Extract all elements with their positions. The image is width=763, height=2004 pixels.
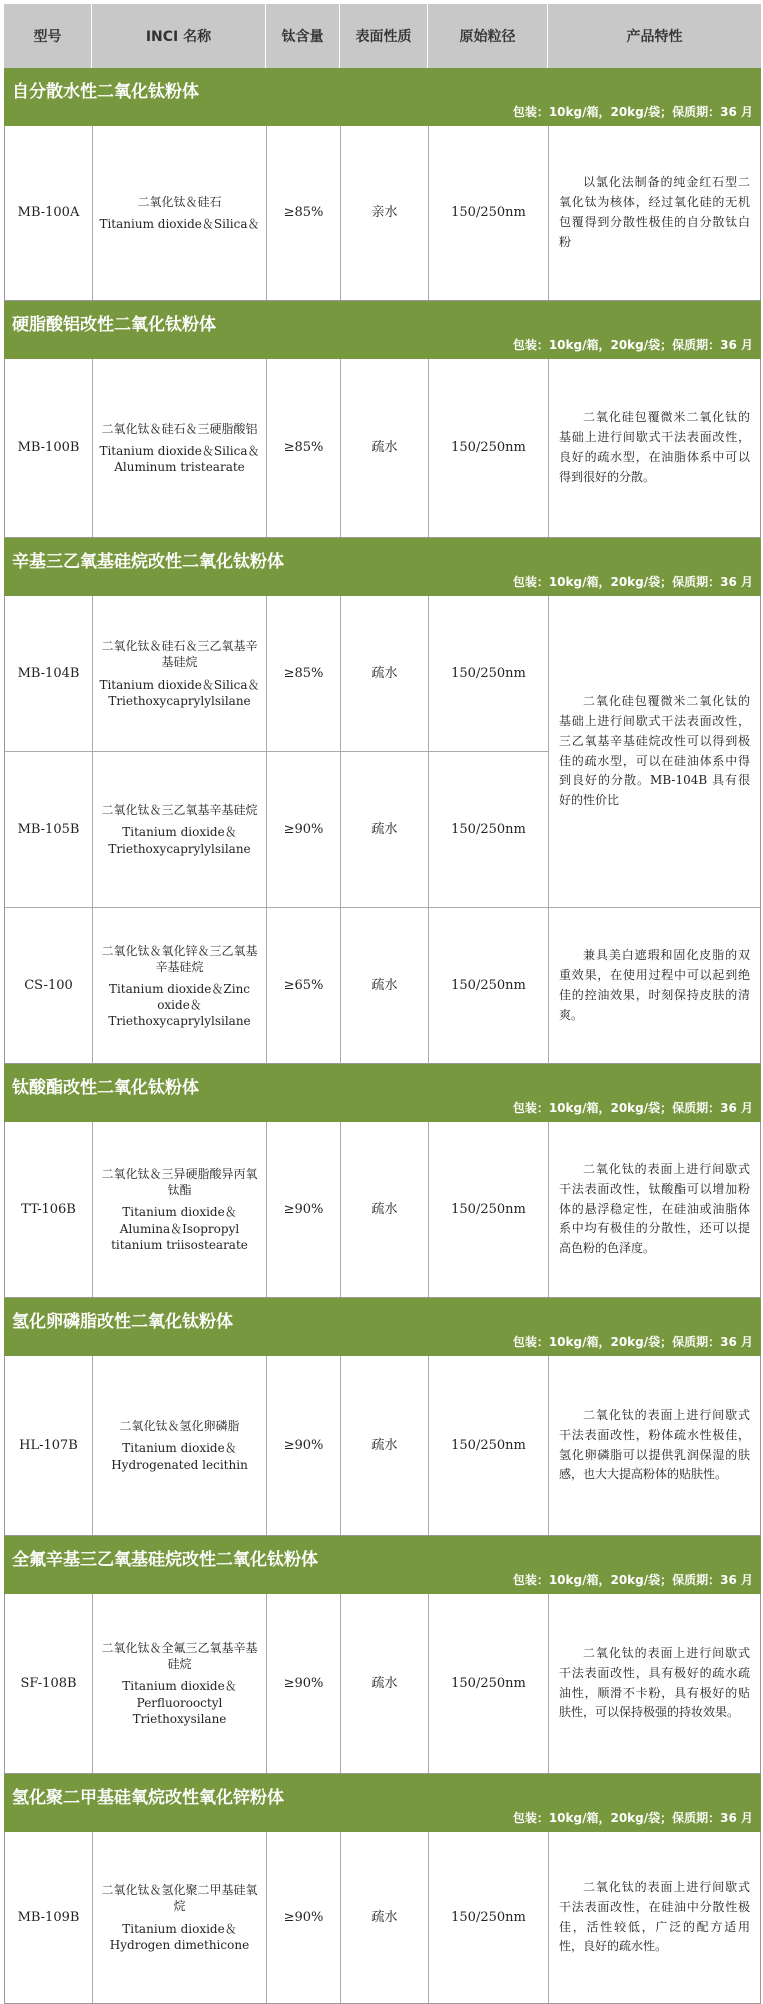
header-titanium-content: 钛含量 xyxy=(266,4,340,68)
section-title: 钛酸酯改性二氧化钛粉体 xyxy=(12,1078,199,1098)
content-cell: ≥85% xyxy=(267,596,341,752)
section-banner xyxy=(4,1064,761,1122)
feature-cell xyxy=(549,1832,760,2003)
inci-name-cell xyxy=(93,1832,267,2003)
section-title: 硬脂酸铝改性二氧化钛粉体 xyxy=(12,315,216,335)
product-table xyxy=(4,4,761,2004)
section-banner xyxy=(4,538,761,596)
size-cell: 150/250nm xyxy=(429,908,549,1064)
feature-text: 二氧化硅包覆微米二氧化钛的基础上进行间歇式干法表面改性，三乙氧基辛基硅烷改性可以得到极佳的疏水型，可以在硅油体系中得到良好的分散。MB-104B 具有很好的性价比 xyxy=(559,694,750,808)
inci-name-en: Titanium dioxide＆Silica＆Triethoxycaprylylsilane xyxy=(99,677,260,708)
header-model: 型号 xyxy=(4,4,92,68)
inci-name-cell xyxy=(93,1122,267,1297)
section-body xyxy=(4,1356,761,1536)
section-title: 氢化聚二甲基硅氧烷改性氧化锌粉体 xyxy=(12,1788,284,1808)
packaging-info: 包装：10kg/箱，20kg/袋；保质期：36 月 xyxy=(512,1335,753,1349)
inci-name-cell xyxy=(93,752,267,908)
size-cell: 150/250nm xyxy=(429,1122,549,1297)
section-title: 自分散水性二氧化钛粉体 xyxy=(12,82,199,102)
size-cell: 150/250nm xyxy=(429,126,549,300)
section-body xyxy=(4,596,761,1064)
header-inci-name: INCI 名称 xyxy=(92,4,266,68)
content-cell: ≥90% xyxy=(267,1122,341,1297)
surface-cell: 疏水 xyxy=(341,1594,429,1773)
section-body xyxy=(4,1122,761,1298)
feature-text: 二氧化钛的表面上进行间歇式干法表面改性，钛酸酯可以增加粉体的悬浮稳定性，在硅油或油脂体系中均有极佳的分散性，还可以提高色粉的色泽度。 xyxy=(559,1162,750,1256)
size-cell: 150/250nm xyxy=(429,1356,549,1535)
header-surface-property: 表面性质 xyxy=(340,4,428,68)
size-cell: 150/250nm xyxy=(429,752,549,908)
inci-name-cn: 二氧化钛＆氢化聚二甲基硅氧烷 xyxy=(101,1883,258,1914)
feature-text: 兼具美白遮瑕和固化皮脂的双重效果，在使用过程中可以起到绝佳的控油效果，时刻保持皮肤的清爽。 xyxy=(559,948,750,1022)
content-cell: ≥65% xyxy=(267,908,341,1064)
section-title: 辛基三乙氧基硅烷改性二氧化钛粉体 xyxy=(12,552,284,572)
inci-name-cn: 二氧化钛＆硅石＆三硬脂酸铝 xyxy=(101,421,258,436)
inci-name-en: Titanium dioxide＆Alumina＆Isopropyl titanium triisostearate xyxy=(111,1205,248,1252)
inci-name-en: Titanium dioxide＆Perfluorooctyl Triethoxysilane xyxy=(122,1679,237,1726)
feature-cell xyxy=(549,596,760,908)
feature-cell xyxy=(549,908,760,1064)
feature-cell xyxy=(549,1594,760,1773)
inci-name-en: Titanium dioxide＆Hydrogen dimethicone xyxy=(109,1921,250,1952)
feature-cell xyxy=(549,1122,760,1297)
feature-text: 二氧化硅包覆微米二氧化钛的基础上进行间歇式干法表面改性，良好的疏水型，在油脂体系中可以得到很好的分散。 xyxy=(559,410,750,484)
feature-text: 二氧化钛的表面上进行间歇式干法表面改性，具有极好的疏水疏油性，顺滑不卡粉，具有极好的贴肤性，可以保持极强的持妆效果。 xyxy=(559,1645,750,1720)
surface-cell: 疏水 xyxy=(341,752,429,908)
section-body xyxy=(4,126,761,301)
section-body xyxy=(4,1832,761,2004)
size-cell: 150/250nm xyxy=(429,596,549,752)
feature-cell xyxy=(549,359,760,537)
content-cell: ≥90% xyxy=(267,752,341,908)
inci-name-cell xyxy=(93,359,267,537)
feature-text: 二氧化钛的表面上进行间歇式干法表面改性，粉体疏水性极佳，氢化卵磷脂可以提供乳润保湿的肤感，也大大提高粉体的贴肤性。 xyxy=(559,1407,750,1482)
model-cell: TT-106B xyxy=(5,1122,93,1297)
section-banner xyxy=(4,1774,761,1832)
packaging-info: 包装：10kg/箱，20kg/袋；保质期：36 月 xyxy=(512,105,753,119)
header-particle-size: 原始粒径 xyxy=(428,4,548,68)
surface-cell: 疏水 xyxy=(341,359,429,537)
size-cell: 150/250nm xyxy=(429,1594,549,1773)
feature-cell xyxy=(549,1356,760,1535)
content-cell: ≥90% xyxy=(267,1594,341,1773)
inci-name-en: Titanium dioxide＆Zinc oxide＆Triethoxycaprylylsilane xyxy=(108,981,251,1029)
size-cell: 150/250nm xyxy=(429,1832,549,2003)
content-cell: ≥90% xyxy=(267,1832,341,2003)
model-cell: MB-105B xyxy=(5,752,93,908)
model-cell: SF-108B xyxy=(5,1594,93,1773)
inci-name-en: Titanium dioxide＆Triethoxycaprylylsilane xyxy=(108,825,251,856)
inci-name-en: Titanium dioxide＆Silica＆Aluminum tristearate xyxy=(99,443,260,475)
surface-cell: 疏水 xyxy=(341,1356,429,1535)
packaging-info: 包装：10kg/箱，20kg/袋；保质期：36 月 xyxy=(512,1573,753,1587)
header-product-features: 产品特性 xyxy=(626,29,683,45)
inci-name-cell xyxy=(93,596,267,752)
surface-cell: 疏水 xyxy=(341,596,429,752)
feature-cell xyxy=(549,126,760,300)
content-cell: ≥85% xyxy=(267,126,341,300)
model-cell: MB-109B xyxy=(5,1832,93,2003)
section-banner xyxy=(4,1536,761,1594)
model-cell: CS-100 xyxy=(5,908,93,1064)
surface-cell: 疏水 xyxy=(341,908,429,1064)
feature-text: 二氧化钛的表面上进行间歇式干法表面改性，在硅油中分散性极佳，活性较低，广泛的配方适用性，良好的疏水性。 xyxy=(559,1879,750,1954)
model-cell: MB-100A xyxy=(5,126,93,300)
inci-name-cn: 二氧化钛＆氢化卵磷脂 xyxy=(119,1419,240,1434)
surface-cell: 亲水 xyxy=(341,126,429,300)
inci-name-en: Titanium dioxide＆Hydrogenated lecithin xyxy=(111,1441,248,1472)
content-cell: ≥85% xyxy=(267,359,341,537)
section-banner xyxy=(4,68,761,126)
table-header xyxy=(4,4,761,68)
section-body xyxy=(4,359,761,538)
surface-cell: 疏水 xyxy=(341,1832,429,2003)
size-cell: 150/250nm xyxy=(429,359,549,537)
inci-name-cell xyxy=(93,908,267,1064)
inci-name-cn: 二氧化钛＆全氟三乙氧基辛基硅烷 xyxy=(101,1641,258,1672)
feature-text: 以氯化法制备的纯金红石型二氧化钛为核体，经过氧化硅的无机包覆得到分散性极佳的自分散钛白粉 xyxy=(559,175,750,249)
inci-name-cell xyxy=(93,1356,267,1535)
inci-name-cn: 二氧化钛＆硅石＆三乙氧基辛基硅烷 xyxy=(101,639,258,670)
inci-name-en: Titanium dioxide＆Silica＆ xyxy=(99,217,260,231)
inci-name-cell xyxy=(93,1594,267,1773)
inci-name-cn: 二氧化钛＆三乙氧基辛基硅烷 xyxy=(101,803,258,818)
surface-cell: 疏水 xyxy=(341,1122,429,1297)
section-title: 氢化卵磷脂改性二氧化钛粉体 xyxy=(12,1312,233,1332)
model-cell: MB-104B xyxy=(5,596,93,752)
model-cell: HL-107B xyxy=(5,1356,93,1535)
section-title: 全氟辛基三乙氧基硅烷改性二氧化钛粉体 xyxy=(12,1550,318,1570)
packaging-info: 包装：10kg/箱，20kg/袋；保质期：36 月 xyxy=(512,1811,753,1825)
inci-name-cell xyxy=(93,126,267,300)
inci-name-cn: 二氧化钛＆三异硬脂酸异丙氧钛酯 xyxy=(101,1167,258,1198)
packaging-info: 包装：10kg/箱，20kg/袋；保质期：36 月 xyxy=(512,338,753,352)
packaging-info: 包装：10kg/箱，20kg/袋；保质期：36 月 xyxy=(512,575,753,589)
section-banner xyxy=(4,301,761,359)
section-body xyxy=(4,1594,761,1774)
model-cell: MB-100B xyxy=(5,359,93,537)
content-cell: ≥90% xyxy=(267,1356,341,1535)
inci-name-cn: 二氧化钛＆氧化锌＆三乙氧基辛基硅烷 xyxy=(101,943,258,974)
inci-name-cn: 二氧化钛＆硅石 xyxy=(137,194,222,209)
section-banner xyxy=(4,1298,761,1356)
packaging-info: 包装：10kg/箱，20kg/袋；保质期：36 月 xyxy=(512,1101,753,1115)
